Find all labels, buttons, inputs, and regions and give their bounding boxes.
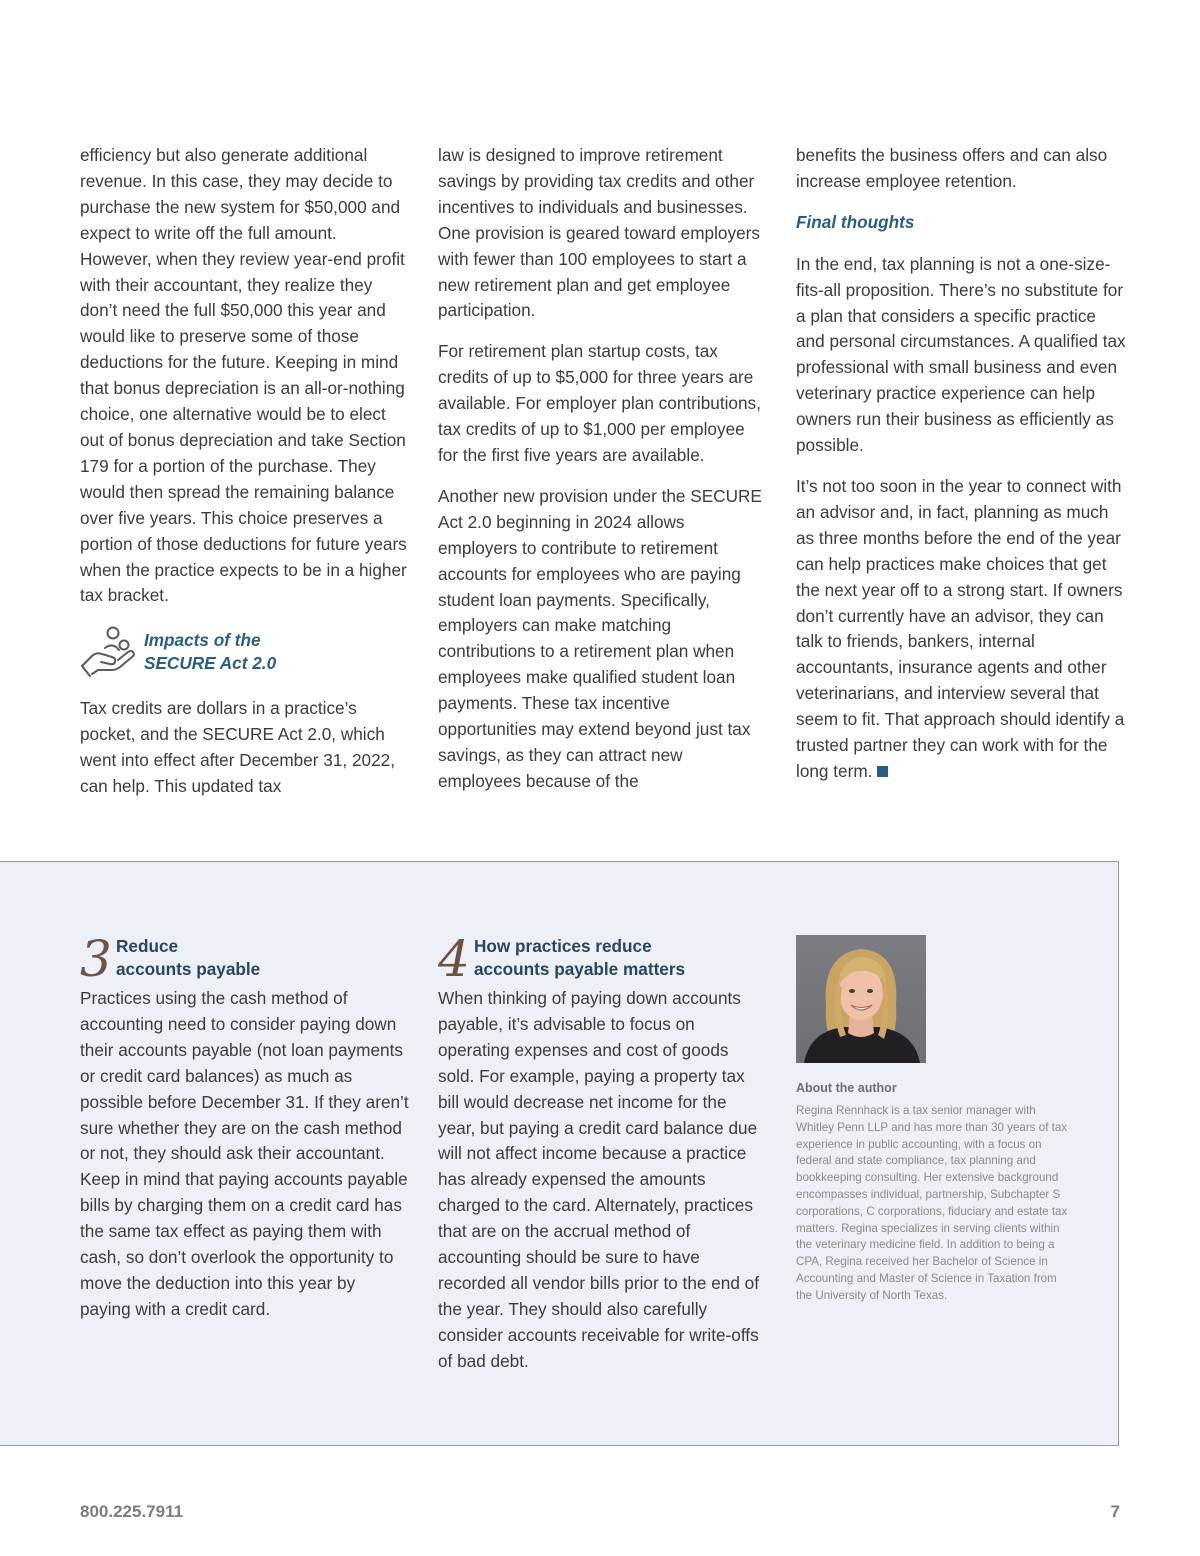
tip-title-line1: How practices reduce xyxy=(474,936,652,956)
body-paragraph: benefits the business offers and can also increase employee retention. xyxy=(796,145,1108,191)
section-heading-secure-act xyxy=(80,624,410,682)
closing-paragraph-text: It’s not too soon in the year to connect with an advisor and, in fact, planning as much as three months before the end of the year can help practices make choices that get the next year off to a strong start. If owners don’t currently have an advisor, they can talk to friends, bankers, internal accountants, insurance agents and other veterinarians, and interview several that seem to fit. That approach should identify a trusted partner they can work with for the long term. xyxy=(796,475,1125,781)
tip-heading xyxy=(80,930,410,988)
tip-3 xyxy=(80,930,410,1323)
tip-number: 4 xyxy=(438,930,470,988)
body-paragraph: efficiency but also generate additional revenue. In this case, they may decide to purchase the new system for $50,000 and expect to write off the full amount. However, when they review year-end profit with their accountant, they realize they don’t need the full $50,000 this year and would like to preserve some of those deductions for the future. Keeping in mind that bonus depreciation is an all-or-nothing choice, one alternative would be to elect out of bonus depreciation and take Section 179 for a portion of the purchase. They would then spread the remaining balance over five years. This choice preserves a portion of those deductions for future years when the practice expects to be in a higher tax bracket. xyxy=(80,145,407,606)
article-column-1 xyxy=(80,143,410,815)
section-title-line2: SECURE Act 2.0 xyxy=(144,653,277,674)
tip-title-line2: accounts payable xyxy=(116,959,261,979)
hand-with-person-icon xyxy=(80,624,138,682)
tip-title-line1: Reduce xyxy=(116,936,179,956)
tip-title-line2: accounts payable matters xyxy=(474,959,686,979)
body-paragraph: Tax credits are dollars in a practice’s pocket, and the SECURE Act 2.0, which went into effect after December 31, 2022, can help. This updated tax xyxy=(80,698,395,797)
body-paragraph: For retirement plan startup costs, tax credits of up to $5,000 for three years are available. For employer plan contributions, tax credits of up to $1,000 per employee for the first five years are available. xyxy=(438,341,761,465)
about-author-heading: About the author xyxy=(796,1081,897,1095)
body-paragraph: In the end, tax planning is not a one-size-fits-all proposition. There’s no substitute for a plan that considers a specific practice and personal circumstances. A qualified tax professional with small business and even veterinary practice experience can help owners run their business as efficiently as possible. xyxy=(796,253,1126,456)
author-photo xyxy=(796,935,926,1063)
body-paragraph: law is designed to improve retirement savings by providing tax credits and other incentives to individuals and businesses. One provision is geared toward employers with fewer than 100 employees to start a new retirement plan and get employee participation. xyxy=(438,145,760,321)
final-thoughts-heading: Final thoughts xyxy=(796,211,915,232)
tip-heading xyxy=(438,930,768,988)
end-mark-icon xyxy=(877,766,888,777)
article-column-3 xyxy=(796,143,1126,800)
tip-body: Practices using the cash method of accounting need to consider paying down their accounts payable (not loan payments or credit card balances) as much as possible before December 31. If they aren’t sure whether they are on the cash method or not, they should ask their accountant. Keep in mind that paying accounts payable bills by charging them on a credit card has the same tax effect as paying them with cash, so don’t overlook the opportunity to move the deduction into this year by paying with a credit card. xyxy=(80,988,409,1319)
tip-4 xyxy=(438,930,768,1375)
author-bio: Regina Rennhack is a tax senior manager with Whitley Penn LLP and has more than 30 years of tax experience in public accounting, with a focus on federal and state compliance, tax planning and bookkeeping consulting. Her extensive background encompasses individual, partnership, Subchapter S corporations, C corporations, fiduciary and estate tax matters. Regina specializes in serving clients within the veterinary medicine field. In addition to being a CPA, Regina received her Bachelor of Science in Accounting and Master of Science in Taxation from the University of North Texas. xyxy=(796,1104,1068,1302)
tip-number: 3 xyxy=(80,930,112,988)
footer-phone: 800.225.7911 xyxy=(80,1502,184,1521)
section-title-line1: Impacts of the xyxy=(144,630,261,651)
tip-body: When thinking of paying down accounts payable, it’s advisable to focus on operating expenses and cost of goods sold. For example, paying a property tax bill would decrease net income for the year, but paying a credit card balance due will not affect income because a practice has already expensed the amounts charged to the card. Alternately, practices that are on the accrual method of accounting should be sure to have recorded all vendor bills prior to the end of the year. They should also carefully consider accounts receivable for write-offs of bad debt. xyxy=(438,988,760,1371)
article-column-2 xyxy=(438,143,768,810)
author-box xyxy=(796,935,1096,1305)
body-paragraph: Another new provision under the SECURE Act 2.0 beginning in 2024 allows employers to contribute to retirement accounts for employees who are paying student loan payments. Specifically, employers can make matching contributions to a retirement plan when employees make qualified student loan payments. These tax incentive opportunities may extend beyond just tax savings, as they can attract new employees because of the xyxy=(438,485,762,791)
body-paragraph xyxy=(796,474,1126,785)
author-portrait-icon xyxy=(796,935,926,1063)
page-number: 7 xyxy=(1110,1502,1120,1521)
